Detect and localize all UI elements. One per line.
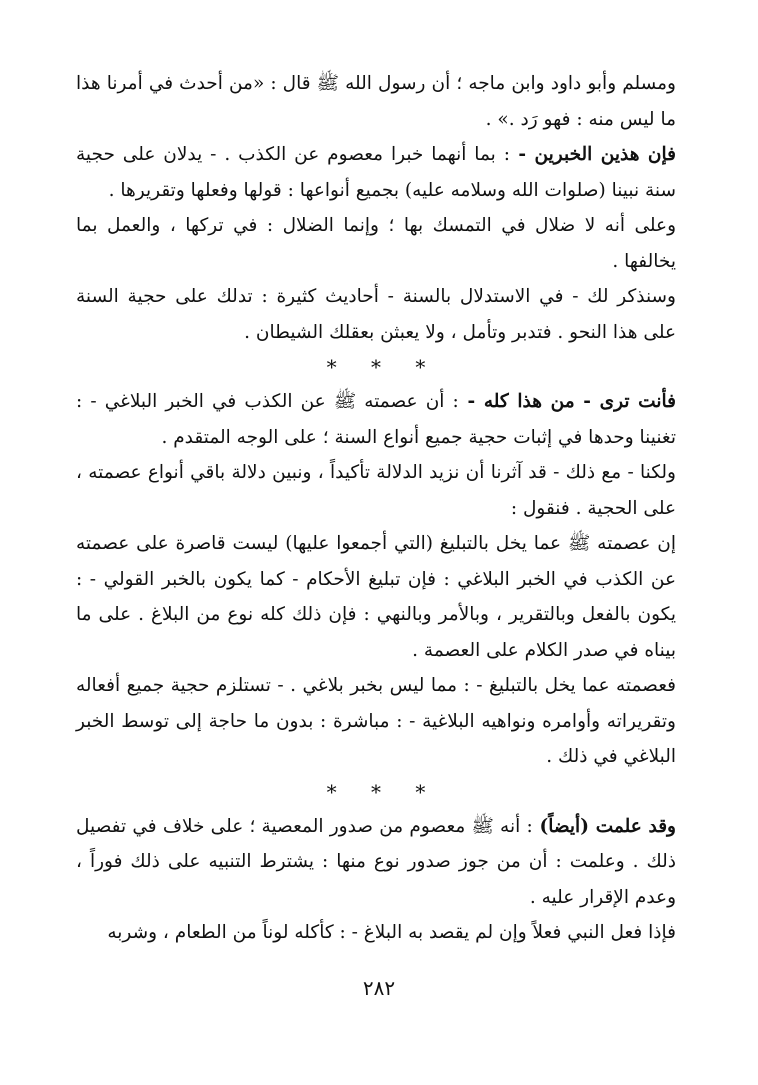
paragraph-text: : أنه ﷺ معصوم من صدور المعصية ؛ على خلاف في تفصيل ذلك . وعلمت : أن من جوز صدور نوع منها : يشترط التنبيه على ذلك فوراً ، وعدم الإقرار عليه . <box>76 815 676 908</box>
paragraph-text: فعصمته عما يخل بالتبليغ - : مما ليس بخبر بلاغي . - تستلزم حجية جميع أفعاله وتقريراته وأوامره ونواهيه البلاغية - : مباشرة : بدون ما حاجة إلى توسط الخبر البلاغي في ذلك . <box>76 675 676 767</box>
paragraph-you-knew <box>76 809 676 916</box>
page-body <box>76 66 676 951</box>
paragraph-hadith <box>76 66 676 137</box>
paragraph-no-misguidance <box>76 208 676 279</box>
paragraph-text: إن عصمته ﷺ عما يخل بالتبليغ (التي أجمعوا عليها) ليست قاصرة على عصمته عن الكذب في الخبر البلاغي : فإن تبليغ الأحكام - كما يكون بالخبر القولي - : يكون بالفعل وبالتقرير ، وبالأمر وبالنهي : فإن ذلك كله نوع من البلاغ . على ما بيناه في صدر الكلام على العصمة . <box>76 533 676 661</box>
paragraph-text: وعلى أنه لا ضلال في التمسك بها ؛ وإنما الضلال : في تركها ، والعمل بما يخالفها . <box>76 215 676 272</box>
paragraph-you-see <box>76 384 676 455</box>
paragraph-text: ولكنا - مع ذلك - قد آثرنا أن نزيد الدلالة تأكيداً ، ونبين دلالة باقي أنواع عصمته ، على الحجية . فنقول : <box>76 462 676 519</box>
paragraph-text: : بما أنهما خبرا معصوم عن الكذب . - يدلان على حجية سنة نبينا (صلوات الله وسلامه عليه) بجميع أنواعها : قولها وفعلها وتقريرها . <box>76 144 676 201</box>
paragraph-infallibility <box>76 526 676 668</box>
paragraph-text: : أن عصمته ﷺ عن الكذب في الخبر البلاغي - : تغنينا وحدها في إثبات حجية جميع أنواع السنة ؛ على الوجه المتقدم . <box>76 391 676 448</box>
paragraph-lead: وقد علمت (أيضاً) <box>532 815 676 837</box>
paragraph-many-hadiths <box>76 279 676 350</box>
paragraph-however <box>76 455 676 526</box>
paragraph-text: وسنذكر لك - في الاستدلال بالسنة - أحاديث كثيرة : تدلك على حجية السنة على هذا النحو . فتدبر وتأمل ، ولا يعبثن بعقلك الشيطان . <box>76 286 676 343</box>
paragraph-text: فإذا فعل النبي فعلاً وإن لم يقصد به البلاغ - : كأكله لوناً من الطعام ، وشربه <box>107 922 676 943</box>
section-separator: * * * <box>326 355 440 379</box>
paragraph-lead: فإن هذين الخبرين - <box>509 144 676 165</box>
section-separator: * * * <box>326 779 440 804</box>
paragraph-two-reports <box>76 137 676 208</box>
paragraph-lead: فأنت ترى - من هذا كله - <box>458 391 676 412</box>
paragraph-if-prophet-did <box>76 915 676 951</box>
paragraph-text: ومسلم وأبو داود وابن ماجه ؛ أن رسول الله ﷺ قال : «من أحدث في أمرنا هذا ما ليس منه : فهو رَد .» . <box>76 73 676 130</box>
paragraph-consequence <box>76 668 676 775</box>
page-number: ٢٨٢ <box>362 976 396 1000</box>
